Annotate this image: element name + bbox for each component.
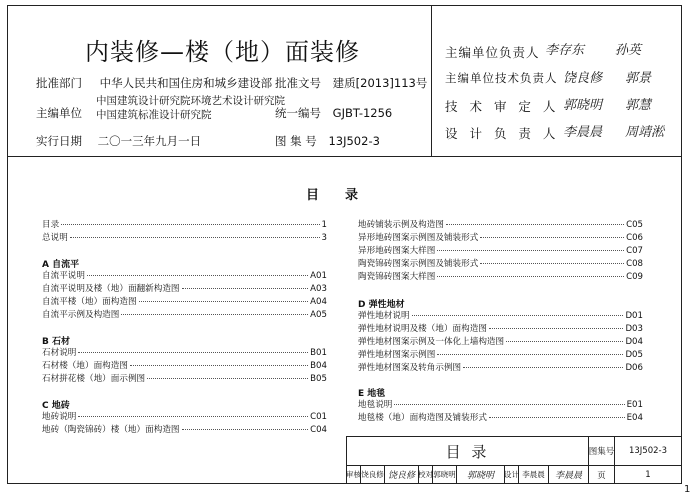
toc-heading: 目 录 [306,188,359,203]
signature: 孙英 [615,43,642,58]
editor-line-1: 中国建筑设计研究院环境艺术设计研究院 [96,95,285,107]
code-row [275,105,392,121]
approve-dept-row [36,75,272,91]
signature: 郭景 [625,71,652,86]
signature: 李存东 [545,43,585,58]
toc-entry[interactable]: 弹性地材图案及转角示例图 D06 [358,363,643,373]
date-value: 二〇一三年九月一日 [97,134,202,148]
signature: 饶良修 [563,71,603,86]
approve-dept-value: 中华人民共和国住房和城乡建设部 [99,76,273,90]
editor-label: 主编单位 [36,106,82,120]
atlas-row [275,133,380,149]
atlas-label: 图 集 号 [275,134,317,148]
code-label: 统一编号 [275,106,321,120]
date-label: 实行日期 [36,134,82,148]
toc-entry[interactable]: 陶瓷锦砖图案示例图及铺装形式 C08 [358,259,643,269]
toc-entry[interactable]: 自流平示例及构造图 A05 [42,310,327,320]
responsible-role-2: 主编单位技术负责人 [445,71,558,85]
review-name: 饶良修 [361,466,385,484]
responsible-role-1: 主编单位负责人 [445,45,540,60]
header-block [7,5,682,157]
design-label: 设计 [505,466,519,484]
header-divider [431,5,432,156]
atlas-value-cell: 13J502-3 [615,437,682,466]
toc-entry[interactable]: 异形地砖图案示例图及铺装形式 C06 [358,233,643,243]
section-heading: D 弹性地材 [358,300,405,310]
toc-entry[interactable]: 弹性地材说明及楼（地）面构造图 D03 [358,324,643,334]
code-value: GJBT-1256 [332,106,393,120]
toc-entry[interactable]: 陶瓷锦砖图案大样图 C09 [358,272,643,282]
signature: 李晨晨 [563,125,603,140]
check-signature: 郭晓明 [457,466,505,484]
atlas-value: 13J502-3 [328,134,380,148]
signature: 郭慧 [625,98,652,113]
toc-entry[interactable]: 地毯楼（地）面构造图及铺装形式 E04 [358,413,643,423]
signature: 郭晓明 [563,98,603,113]
toc-entry[interactable]: 自流平说明 A01 [42,271,327,281]
toc-entry[interactable]: 自流平楼（地）面构造图 A04 [42,297,327,307]
toc-entry[interactable]: 地砖铺装示例及构造图 C05 [358,220,643,230]
design-signature: 李晨晨 [549,466,589,484]
review-signature: 饶良修 [385,466,419,484]
page-label-cell: 页 [589,466,615,484]
page-number: 1 [684,484,691,495]
approve-doc-row [275,75,427,91]
editor-line-2: 中国建筑标准设计研究院 [96,109,212,121]
section-heading: B 石材 [42,337,70,347]
approve-doc-value: 建质[2013]113号 [332,76,428,90]
title-block [346,436,682,484]
toc-entry[interactable]: 地毯说明 E01 [358,400,643,410]
atlas-label-cell: 图集号 [589,437,615,466]
toc-entry[interactable]: 异形地砖图案大样图 C07 [358,246,643,256]
approve-dept-label: 批准部门 [36,76,82,90]
design-name: 李晨晨 [519,466,549,484]
toc-entry[interactable]: 石材楼（地）面构造图 B04 [42,361,327,371]
toc-entry[interactable]: 自流平说明及楼（地）面翻新构造图 A03 [42,284,327,294]
toc-entry[interactable]: 弹性地材图案示例图 D05 [358,350,643,360]
toc-entry[interactable]: 石材说明 B01 [42,348,327,358]
toc-entry[interactable]: 弹性地材说明 D01 [358,311,643,321]
date-row [36,133,201,149]
toc-entry[interactable]: 总说明 3 [42,233,327,243]
toc-entry[interactable]: 目录 1 [42,220,327,230]
document-title: 内装修—楼（地）面装修 [85,38,360,66]
check-label: 校对 [419,466,433,484]
toc-entry[interactable]: 地砖说明 C01 [42,412,327,422]
check-name: 郭晓明 [433,466,457,484]
toc-entry[interactable]: 弹性地材图案示例及一体化上墙构造图 D04 [358,337,643,347]
toc-entry[interactable]: 石材拼花楼（地）面示例图 B05 [42,374,327,384]
approve-doc-label: 批准文号 [275,76,321,90]
toc-entry[interactable]: 地砖（陶瓷锦砖）楼（地）面构造图 C04 [42,425,327,435]
section-heading: E 地毯 [358,389,386,399]
review-label: 审核 [347,466,361,484]
responsible-role-4: 设 计 负 责 人 [445,126,560,141]
title-block-name: 目 录 [347,437,589,466]
page-value-cell: 1 [615,466,682,484]
responsible-role-3: 技 术 审 定 人 [445,99,560,114]
section-heading: A 自流平 [42,260,80,270]
section-heading: C 地砖 [42,401,70,411]
signature: 周靖淞 [625,125,665,140]
